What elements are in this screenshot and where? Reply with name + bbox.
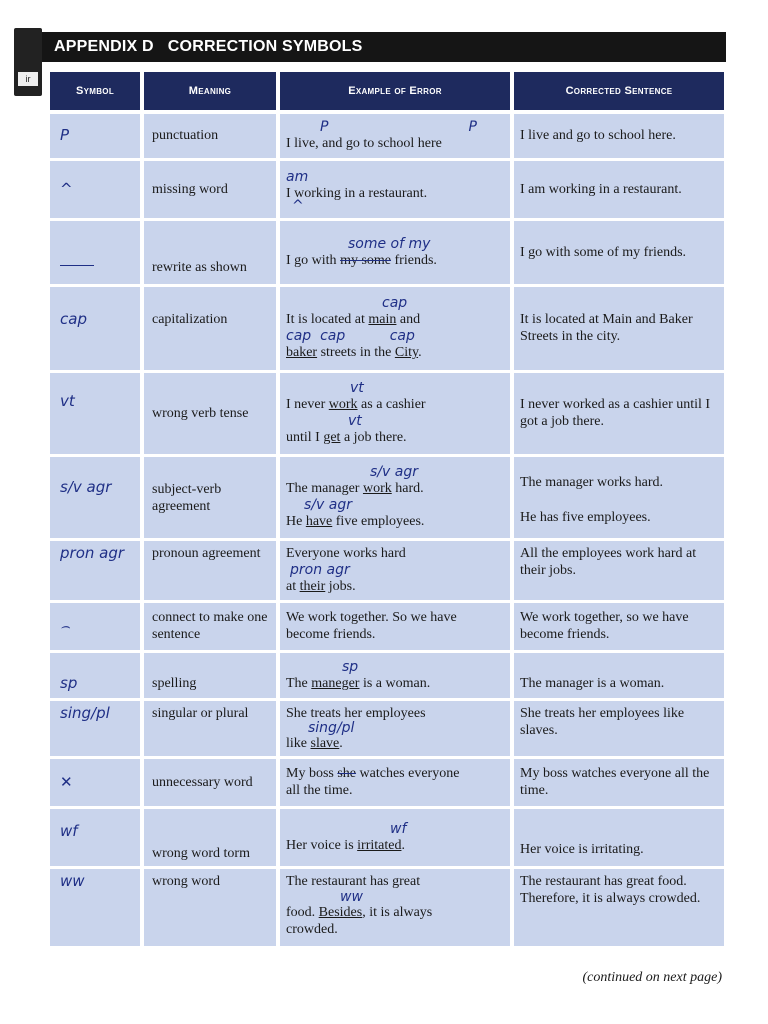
symbol-cell: s/v agr [50,455,142,539]
example-text: become friends. [286,627,376,642]
header-symbol: Symbol [50,72,142,112]
corrected-text: The manager works hard. [520,475,664,490]
corrected-cell: It is located at Main and Baker Streets in the city. [512,285,724,371]
corrected-cell: All the employees work hard at their jobs. [512,539,724,601]
example-text: She treats her employees [286,705,426,721]
correction-mark: wf [390,820,407,837]
example-text: baker streets in the City. [286,345,422,360]
meaning-cell: connect to make one sentence [142,601,278,651]
table-row [50,371,724,455]
example-text: like slave. [286,735,343,751]
corrected-cell: The restaurant has great food. Therefore, it is always crowded. [512,867,724,947]
meaning-cell: subject-verb agreement [142,455,278,539]
continued-note: (continued on next page) [582,970,722,985]
symbol-cell: ww [50,867,142,947]
corrected-cell: I go with some of my friends. [512,219,724,285]
symbol-cell: sp [50,651,142,699]
appendix-title-bar [42,32,726,62]
table-row [50,757,724,807]
corrected-cell: We work together, so we have become friends. [512,601,724,651]
table-row [50,539,724,601]
meaning-cell: capitalization [142,285,278,371]
example-cell [278,112,512,159]
meaning-cell: wrong word torm [142,807,278,867]
delete-x-icon: ✕ [60,772,73,791]
correction-mark: P P [320,119,477,136]
table-row [50,699,724,757]
example-text: until I get a job there. [286,430,407,445]
example-text: I never work as a cashier [286,397,426,412]
example-cell [278,371,512,455]
correction-mark: cap cap cap [286,328,415,344]
symbol-cell: ^ [50,159,142,219]
example-text: It is located at main and [286,312,421,327]
correction-mark: pron agr [290,561,350,578]
page-edge-tab [14,28,42,96]
example-cell [278,285,512,371]
table-row [50,807,724,867]
corrected-cell: I never worked as a cashier until I got a job there. [512,371,724,455]
example-text: crowded. [286,921,338,937]
example-cell [278,807,512,867]
table-row [50,455,724,539]
example-text: I go with my some friends. [286,252,437,268]
meaning-cell: missing word [142,159,278,219]
table-row [50,112,724,159]
example-text: The maneger is a woman. [286,675,431,691]
correction-mark: sp [342,658,359,675]
example-text: Everyone works hard [286,545,406,561]
example-text: The restaurant has great [286,873,421,889]
corrected-text: He has five employees. [520,510,651,525]
corrected-cell: The manager is a woman. [512,651,724,699]
example-cell [278,699,512,757]
meaning-cell: rewrite as shown [142,219,278,285]
meaning-cell: punctuation [142,112,278,159]
example-text: He have five employees. [286,514,425,529]
symbol-cell: vt [50,371,142,455]
symbol-cell: wf [50,807,142,867]
connect-icon: ⌢ [60,616,70,635]
example-cell [278,867,512,947]
example-cell [278,455,512,539]
correction-mark: vt [348,413,362,429]
corrected-cell: She treats her employees like slaves. [512,699,724,757]
page-edge-tab-label: ir [18,72,38,86]
table-header-row [50,72,724,112]
corrected-cell: I live and go to school here. [512,112,724,159]
example-cell [278,539,512,601]
symbol-cell: P [50,112,142,159]
meaning-cell: singular or plural [142,699,278,757]
symbol-cell [50,219,142,285]
corrected-cell [512,455,724,539]
table-row [50,219,724,285]
example-text: food. Besides, it is always [286,904,433,920]
example-text: Her voice is irritated. [286,837,405,853]
correction-mark: cap [382,295,408,311]
symbol-cell [50,601,142,651]
corrected-cell: I am working in a restaurant. [512,159,724,219]
correction-mark: sing/pl [308,719,355,736]
example-text: at their jobs. [286,578,356,594]
example-text: I live, and go to school here [286,136,442,152]
meaning-cell: wrong word [142,867,278,947]
symbol-cell: pron agr [50,539,142,601]
table-row [50,867,724,947]
symbol-cell: sing/pl [50,699,142,757]
example-cell [278,219,512,285]
meaning-cell: unnecessary word [142,757,278,807]
appendix-name: CORRECTION SYMBOLS [167,38,363,55]
example-text: My boss she watches everyone [286,766,460,781]
correction-mark: s/v agr [370,464,418,480]
table-row [50,601,724,651]
table-row [50,651,724,699]
example-text: The manager work hard. [286,481,424,496]
symbol-cell: cap [50,285,142,371]
example-cell [278,601,512,651]
example-cell [278,757,512,807]
correction-mark: ww [340,888,363,905]
meaning-cell: wrong verb tense [142,371,278,455]
example-text: We work together. So we have [286,610,457,625]
header-corrected: Corrected Sentence [512,72,724,112]
corrected-cell: Her voice is irritating. [512,807,724,867]
example-text: I working in a restaurant. [286,185,428,201]
correction-mark: vt [350,380,364,396]
example-cell [278,651,512,699]
appendix-label: APPENDIX D [54,38,154,55]
symbol-cell [50,757,142,807]
table-row [50,159,724,219]
rewrite-line-icon [60,265,94,266]
example-cell [278,159,512,219]
meaning-cell: pronoun agreement [142,539,278,601]
correction-mark: am [286,168,309,185]
correction-symbols-table [50,72,724,949]
correction-mark: s/v agr [304,497,352,513]
example-text: all the time. [286,783,353,798]
meaning-cell: spelling [142,651,278,699]
caret-mark: ^ [292,197,304,214]
corrected-cell: My boss watches everyone all the time. [512,757,724,807]
table-row [50,285,724,371]
correction-mark: some of my [348,235,431,252]
header-example: Example of Error [278,72,512,112]
header-meaning: Meaning [142,72,278,112]
